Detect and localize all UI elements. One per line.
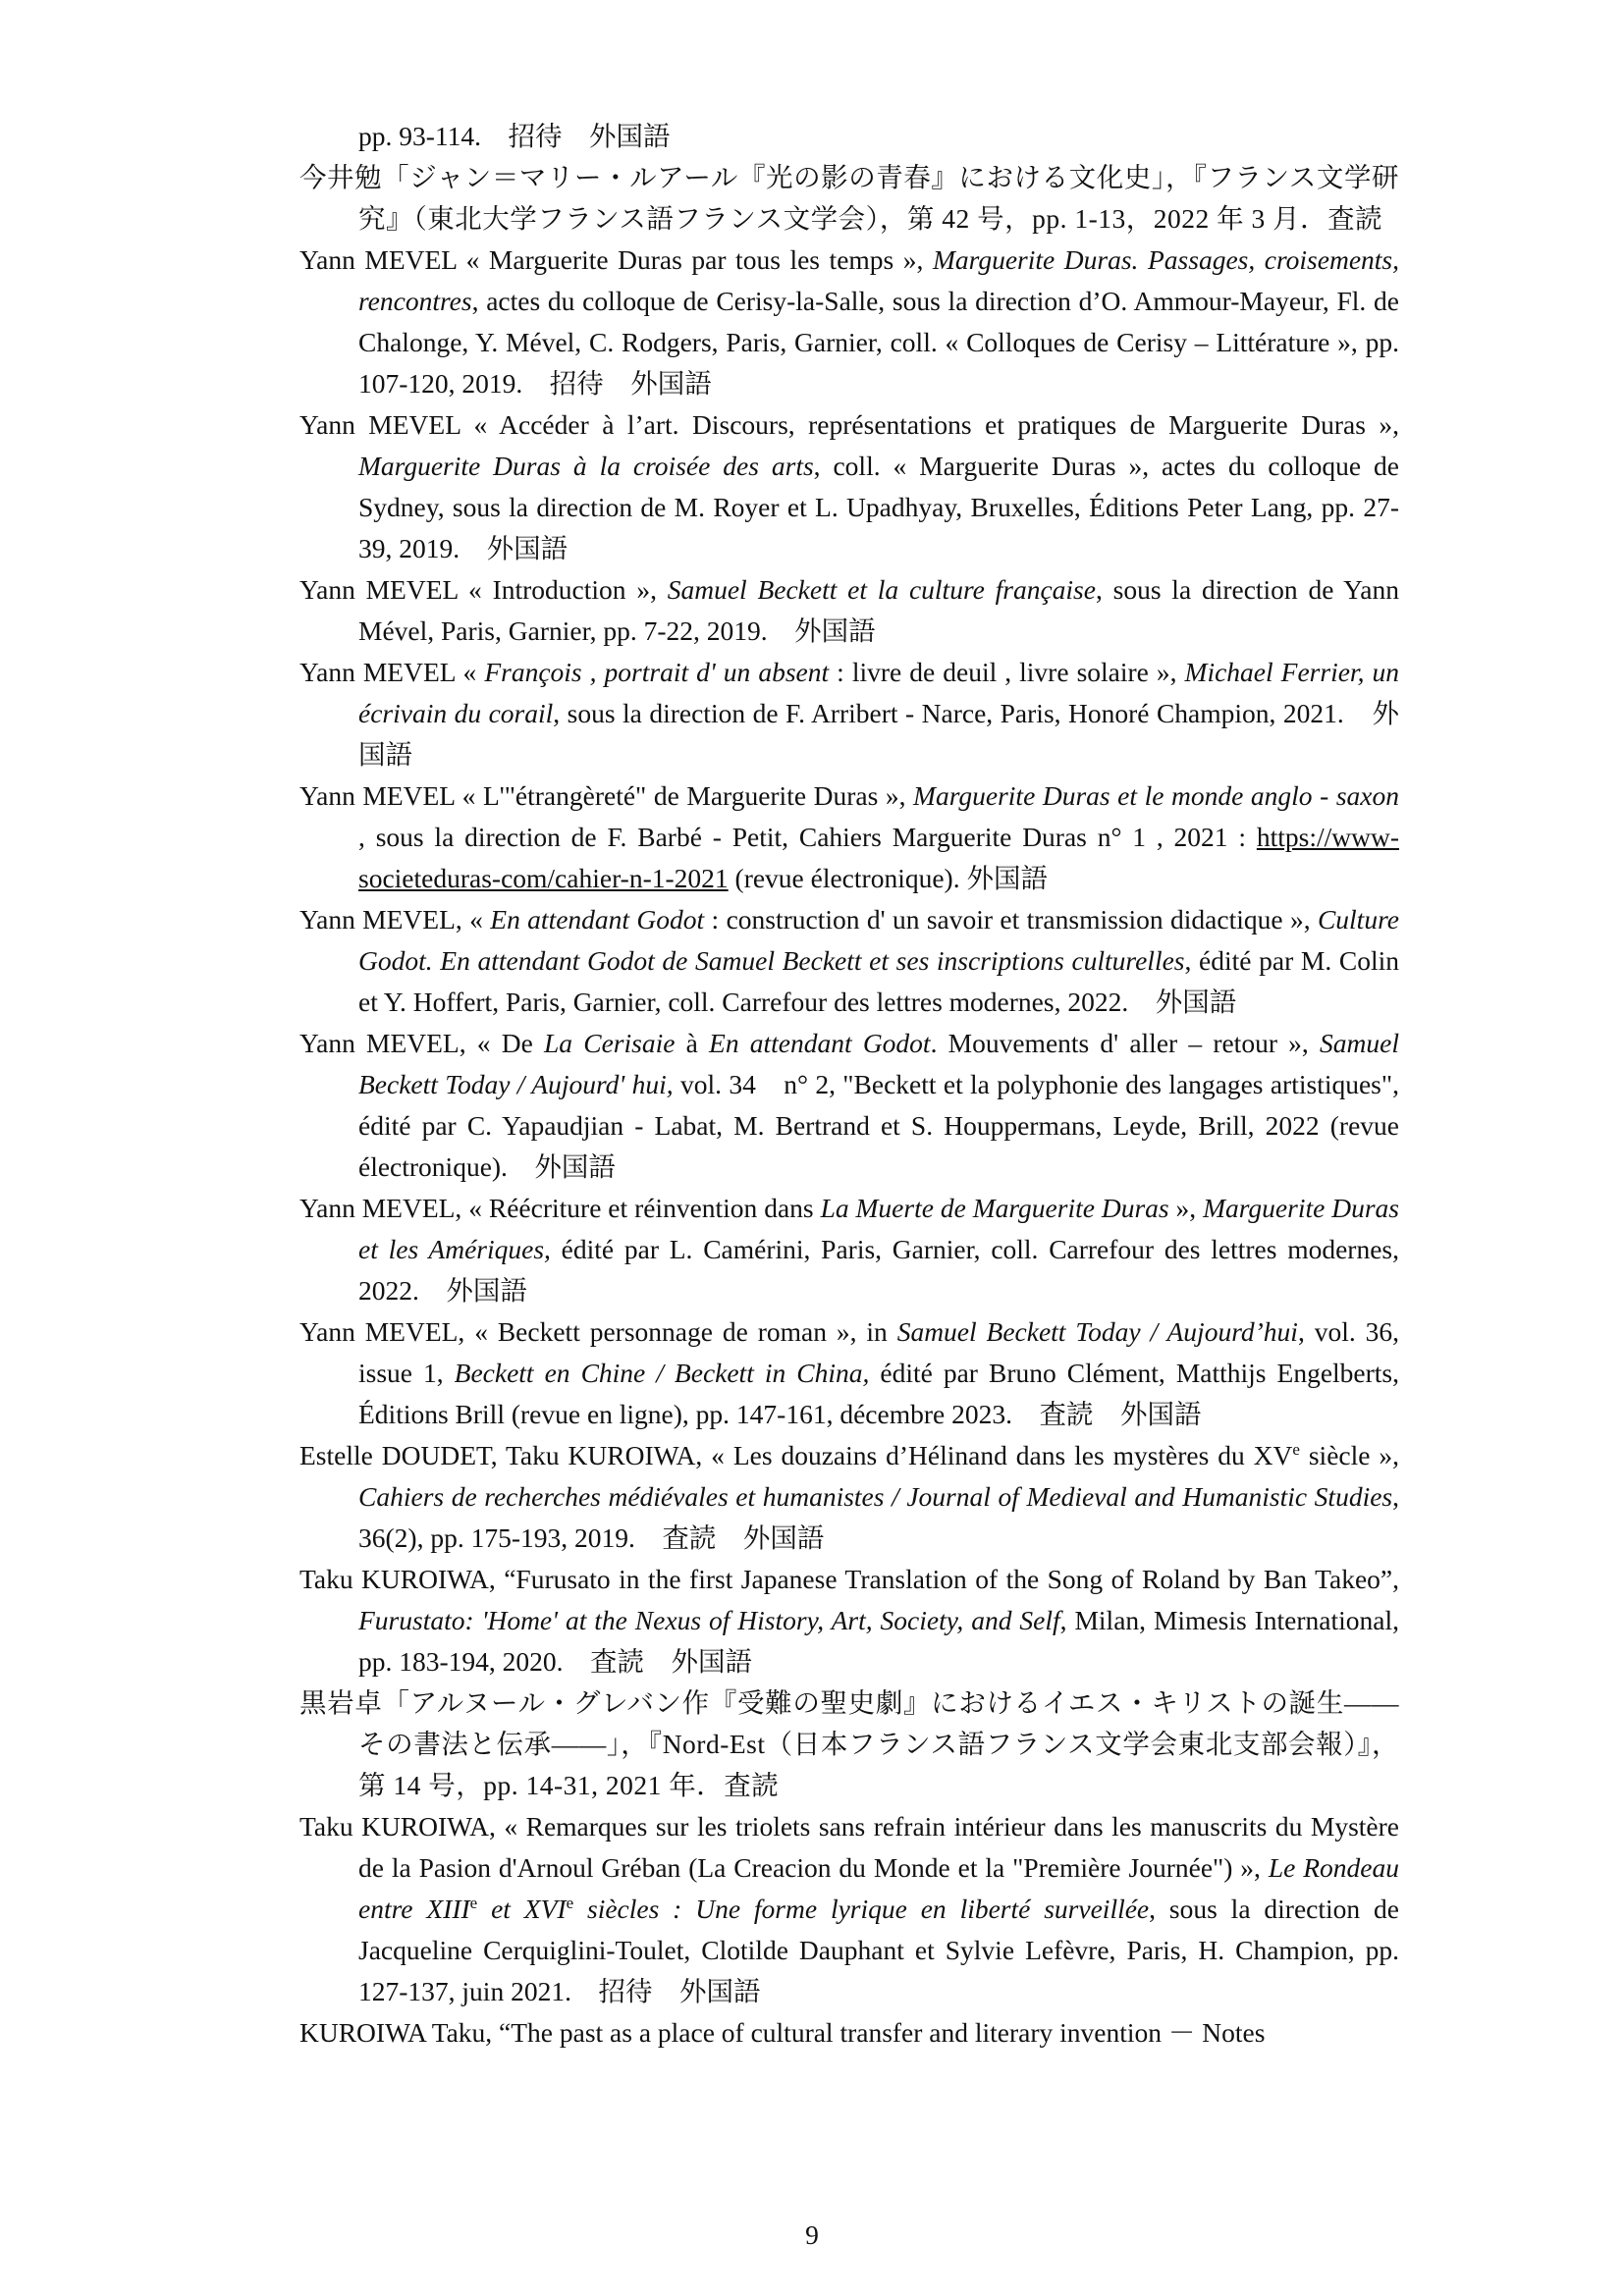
entry-text: Taku KUROIWA, “Furusato in the first Japanese Translation of the Song of Roland by Ban Takeo”, xyxy=(299,1564,1399,1594)
italic-title: Marguerite Duras et le monde anglo - saxon xyxy=(913,780,1399,811)
italic-title: Cahiers de recherches médiévales et humanistes / Journal of Medieval and Humanistic Studies xyxy=(358,1481,1393,1512)
entry-text: KUROIWA Taku, “The past as a place of cultural transfer and literary invention － Notes xyxy=(299,2017,1266,2048)
entry-text: , vol. 36, issue 1, xyxy=(358,1316,1400,1388)
publication-entry xyxy=(299,652,1399,775)
italic-title: et XVI xyxy=(477,1894,567,1924)
entry-text: 黒岩卓「アルヌール・グレバン作『受難の聖史劇』におけるイエス・キリストの誕生――その書法と伝承――」，『Nord-Est（日本フランス語フランス文学会東北支部会報）』，第 14 号，pp. 14-31, 2021 年．査読 xyxy=(299,1687,1399,1800)
italic-title: Marguerite Duras et les Amériques, xyxy=(358,1193,1400,1264)
entry-text: , sous la direction de F. Barbé - Petit, Cahiers Marguerite Duras n° 1 , 2021 : xyxy=(358,822,1257,852)
entry-text: à xyxy=(675,1028,710,1058)
entry-text: Yann MEVEL « L'"étrangèreté" de Marguerite Duras », xyxy=(299,780,914,811)
italic-title: François , portrait d' un absent xyxy=(484,657,830,687)
entry-text: , Milan, Mimesis International, pp. 183-194, 2020. 査読 外国語 xyxy=(358,1605,1400,1677)
italic-title: Culture Godot. En attendant Godot de Samuel Beckett et ses inscriptions culturelles xyxy=(358,904,1399,976)
publication-entry xyxy=(299,1188,1399,1311)
entry-text: : livre de deuil , livre solaire », xyxy=(829,657,1185,687)
entry-text: Yann MEVEL « Accéder à l’art. Discours, représentations et pratiques de Marguerite Duras », xyxy=(299,409,1399,440)
entry-text: Estelle DOUDET, Taku KUROIWA, « Les douzains d’Hélinand dans les mystères du XV xyxy=(299,1440,1293,1470)
publication-entry xyxy=(299,1806,1399,2012)
italic-title: Michael Ferrier, un écrivain du corail xyxy=(358,657,1399,728)
italic-title: La Muerte de Marguerite Duras xyxy=(820,1193,1169,1223)
entry-text: , actes du colloque de Cerisy-la-Salle, sous la direction d’O. Ammour-Mayeur, Fl. de Chalonge, Y. Mével, C. Rodgers, Paris, Garnier, coll. « Colloques de Cerisy – Littérature », pp. 107-120, 2019. 招待 外国語 xyxy=(358,286,1399,399)
italic-title: Marguerite Duras à la croisée des arts xyxy=(358,451,814,481)
entry-text: Yann MEVEL « Marguerite Duras par tous les temps », xyxy=(299,244,933,275)
publication-entry xyxy=(299,775,1399,899)
italic-title: La Cerisaie xyxy=(543,1028,676,1058)
italic-title: Samuel Beckett Today / Aujourd' hui, xyxy=(358,1028,1399,1099)
publication-entry xyxy=(299,404,1399,569)
entry-text: Yann MEVEL, « Beckett personnage de roman », in xyxy=(299,1316,897,1347)
publication-entry xyxy=(299,2012,1399,2054)
publication-entry xyxy=(299,1023,1399,1188)
entry-text: vol. 34 n° 2, "Beckett et la polyphonie des langages artistiques", édité par C. Yapaudjian - Labat, M. Bertrand et S. Houppermans, Leyde, Brill, 2022 (revue électronique). 外国語 xyxy=(358,1069,1399,1182)
entry-text: , sous la direction de Jacqueline Cerquiglini-Toulet, Clotilde Dauphant et Sylvie Lefèvre, Paris, H. Champion, pp. 127-137, juin 2021. 招待 外国語 xyxy=(358,1894,1399,2006)
entry-text: : construction d' un savoir et transmission didactique », xyxy=(704,904,1318,934)
entry-text: , 36(2), pp. 175-193, 2019. 査読 外国語 xyxy=(358,1481,1399,1553)
entry-text: . Mouvements d' aller – retour », xyxy=(930,1028,1320,1058)
publication-entry xyxy=(299,1435,1399,1559)
italic-title: En attendant Godot xyxy=(709,1028,931,1058)
entry-text: Yann MEVEL, « Réécriture et réinvention dans xyxy=(299,1193,821,1223)
italic-title: Beckett en Chine / Beckett in China, xyxy=(454,1358,870,1388)
entry-text: , édité par M. Colin et Y. Hoffert, Paris, Garnier, coll. Carrefour des lettres modernes, 2022. 外国語 xyxy=(358,945,1399,1017)
entry-text: pp. 93-114. 招待 外国語 xyxy=(358,121,671,151)
italic-title: Samuel Beckett Today / Aujourd’hui xyxy=(896,1316,1298,1347)
entry-text: , coll. « Marguerite Duras », actes du colloque de Sydney, sous la direction de M. Royer et L. Upadhyay, Bruxelles, Éditions Peter Lang, pp. 27-39, 2019. 外国語 xyxy=(358,451,1399,563)
publication-entry xyxy=(299,240,1399,404)
superscript: e xyxy=(1292,1440,1300,1459)
publication-entry xyxy=(299,116,1399,157)
italic-title: Furustato: 'Home' at the Nexus of History, Art, Society, and Self xyxy=(358,1605,1060,1635)
italic-title: Le Rondeau entre XIII xyxy=(358,1852,1399,1924)
entry-text: édité par L. Camérini, Paris, Garnier, coll. Carrefour des lettres modernes, 2022. 外国語 xyxy=(358,1234,1399,1306)
publication-entry xyxy=(299,899,1399,1023)
entry-text: », xyxy=(1168,1193,1204,1223)
italic-title: Samuel Beckett et la culture française xyxy=(667,574,1096,605)
italic-title: Marguerite Duras. Passages, croisements, rencontres xyxy=(358,244,1399,316)
publication-entry xyxy=(299,1311,1399,1435)
publication-entry xyxy=(299,1682,1399,1806)
entry-text: Yann MEVEL « Introduction », xyxy=(299,574,668,605)
superscript: e xyxy=(469,1894,478,1912)
publication-entry xyxy=(299,569,1399,652)
url-link[interactable]: https://www-societeduras-com/cahier-n-1-2021 xyxy=(358,822,1399,893)
publication-entry xyxy=(299,1559,1399,1682)
italic-title: siècles : Une forme lyrique en liberté surveillée xyxy=(573,1894,1150,1924)
superscript: e xyxy=(566,1894,574,1912)
entry-text: , sous la direction de F. Arribert - Narce, Paris, Honoré Champion, 2021. 外国語 xyxy=(358,698,1399,770)
publication-list xyxy=(299,116,1399,2054)
page-number: 9 xyxy=(805,2219,819,2250)
italic-title: En attendant Godot xyxy=(490,904,705,934)
entry-text: Yann MEVEL « xyxy=(299,657,485,687)
entry-text: édité par Bruno Clément, Matthijs Engelberts, Éditions Brill (revue en ligne), pp. 147-161, décembre 2023. 査読 外国語 xyxy=(358,1358,1399,1429)
entry-text: Yann MEVEL, « De xyxy=(299,1028,544,1058)
entry-text: Yann MEVEL, « xyxy=(299,904,491,934)
entry-text: Taku KUROIWA, « Remarques sur les triolets sans refrain intérieur dans les manuscrits du Mystère de la Pasion d'Arnoul Gréban (La Creacion du Monde et la "Première Journée") », xyxy=(299,1811,1399,1883)
publication-entry xyxy=(299,157,1399,240)
entry-text: (revue électronique). 外国語 xyxy=(728,863,1048,893)
entry-text: siècle », xyxy=(1299,1440,1399,1470)
entry-text: , sous la direction de Yann Mével, Paris, Garnier, pp. 7-22, 2019. 外国語 xyxy=(358,574,1399,646)
entry-text: 今井勉「ジャン＝マリー・ルアール『光の影の青春』における文化史」，『フランス文学研究』（東北大学フランス語フランス文学会），第 42 号，pp. 1-13，2022 年 3 月．査読 xyxy=(299,162,1399,234)
